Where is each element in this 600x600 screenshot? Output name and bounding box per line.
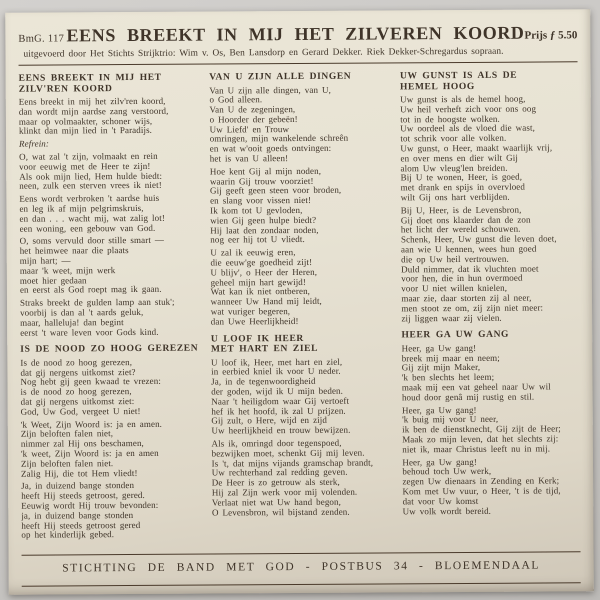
song-title-heading	[19, 73, 197, 95]
song-section	[400, 70, 579, 323]
stanza	[20, 236, 198, 296]
lyric-line: die eeuw'ge goedheid zijt!	[210, 256, 313, 268]
lyric-line: in eerbied kniel ik voor U neder.	[211, 366, 341, 377]
lyric-line: voorbij is dan al 't aards geluk,	[20, 306, 144, 318]
lyric-line: Als ik, omringd door tegenspoed,	[211, 437, 342, 449]
stanza	[21, 419, 199, 479]
stanza	[19, 152, 197, 192]
song-section	[20, 344, 199, 541]
lyric-line: moet hier gedaan	[19, 274, 87, 286]
lyric-line: hef ik het hoofd, ik zal U prijzen.	[211, 405, 346, 417]
lyric-line: wilt Gij ons hart verblijden.	[400, 191, 510, 203]
lyric-line: Van U de zegeningen,	[209, 104, 296, 115]
lyric-line: breek mij maar en neem;	[401, 352, 500, 364]
lyric-line: Naar 't heiligdom waar Gij vertoeft	[211, 395, 350, 407]
lyric-line: dat gij nergens uitkomst ziet?	[20, 366, 136, 378]
stanza	[21, 481, 199, 541]
lyric-line: Ja, in duizend bange stonden	[21, 480, 135, 492]
stanza	[212, 438, 390, 517]
song-title-line: IS DE NOOD ZO HOOG GEREZEN	[20, 343, 199, 356]
lyric-line: Gij geeft geen steen voor broden,	[209, 185, 342, 197]
song-title-line: UW GUNST IS ALS DE	[399, 70, 518, 82]
song-title-line: HEER GA UW GANG	[401, 330, 510, 341]
lyric-line: alom Uw vleug'len breiden.	[400, 162, 508, 173]
lyric-line: Schenk, Heer, Uw gunst die leven doet,	[400, 233, 557, 245]
song-title-heading	[402, 330, 580, 342]
lyric-line: Als ook mijn lied, Hem hulde biedt:	[19, 170, 163, 182]
lyric-line: Uw volk wordt bereid.	[402, 505, 492, 516]
lyric-line: Eeuwig wordt Hij trouw bevonden:	[21, 499, 159, 511]
lyric-line: maar 'k weet, mijn werk	[19, 264, 116, 276]
lyric-line: het heimwee naar die plaats	[19, 245, 129, 256]
stanza	[210, 248, 388, 327]
lyric-line: God, Uw God, vergeet U niet!	[20, 405, 141, 417]
lyrics-column-2	[209, 71, 390, 546]
lyric-line: niet ik, maar Christus leeft nu in mij.	[402, 443, 551, 455]
lyric-line: men stoot ze om, zij zijn niet meer:	[401, 302, 544, 314]
lyric-line: klinkt dan mijn lied in 't Paradijs.	[18, 125, 153, 137]
lyric-line: 'k ben slechts het leem;	[401, 372, 495, 383]
lyric-line: der goden, wijd ik U mijn beden.	[211, 385, 344, 397]
lyric-line: maar, halleluja! dan begint	[20, 316, 124, 328]
lyric-line: en eerst als God roept mag ik gaan.	[19, 284, 162, 296]
lyric-line: voor U niet willen knielen,	[401, 282, 508, 294]
lyric-line: behoud toch Uw werk,	[402, 466, 492, 477]
lyric-line: bezwijken moet, schenkt Gij mij leven.	[211, 447, 365, 459]
lyric-line: Kom met Uw vuur, o Heer, 't is de tijd,	[402, 485, 561, 497]
guilder-sign: ƒ	[549, 29, 556, 42]
lyric-line: dat gij nergens uitkomst ziet:	[20, 396, 135, 407]
lyric-line: waarin Gij trouw voorziet!	[209, 175, 314, 187]
lyric-line: en slang voor vissen niet!	[210, 195, 312, 206]
lyric-line: Hij zal Zijn werk voor mij volenden.	[211, 486, 358, 498]
lyric-line: maar op volmaakter, schoner wijs,	[18, 115, 153, 127]
stanza	[19, 97, 197, 137]
lyric-line: Is 't, dat mijns vijands gramschap brandt,	[211, 457, 374, 469]
lyric-line: o Hoorder der gebeën!	[209, 113, 298, 125]
lyric-line: Uw heil verheft zich voor ons oog	[400, 103, 537, 115]
song-title-line: U LOOF IK HEER	[210, 333, 304, 345]
stanza	[402, 405, 580, 455]
lyric-line: en dan . . . wacht mij, wat zalig lot!	[19, 212, 165, 224]
lyric-line: en leg ik af mijn pelgrimskruis,	[19, 202, 144, 214]
lyric-line: O, soms vervuld door stille smart —	[19, 235, 164, 247]
song-title-heading	[211, 333, 389, 355]
lyric-line: en wat w'ooit goeds ontvingen:	[209, 143, 332, 154]
lyric-line: U loof ik, Heer, met hart en ziel,	[211, 356, 343, 368]
stanza	[20, 357, 198, 417]
lyric-line: Maak zo mijn leven, dat het slechts zij:	[402, 433, 559, 445]
lyric-line: Bij U te wonen, Heer, is goed,	[400, 172, 523, 183]
lyric-line: Uw rechterhand zal redding geven.	[211, 467, 348, 478]
song-title-line: EENS BREEKT IN MIJ HET	[18, 72, 162, 84]
lyric-line: dat voor Uw komst	[402, 495, 479, 507]
lyric-line: wat vuriger begeren,	[210, 306, 291, 317]
lyric-line: geheel mijn hart gewijd!	[210, 276, 306, 288]
lyric-line: Verlaat niet wat Uw hand begon,	[211, 496, 341, 508]
lyric-line: 'k buig mij voor U neer,	[402, 414, 499, 425]
price-label	[524, 29, 577, 41]
lyric-line: O Levensbron, wil bijstand zenden.	[211, 506, 350, 518]
refrain-label	[19, 139, 197, 150]
lyric-line: Duld nimmer, dat ik vluchten moet	[401, 263, 539, 274]
lyrics-column-1	[19, 73, 200, 548]
lyric-line: 'k weet, Zijn Woord is: ja en amen	[20, 447, 159, 459]
lyric-line: Wat kan ik niet ontberen,	[210, 286, 311, 297]
lyric-line: Uw oordeel als de vloed die wast,	[400, 122, 535, 134]
lyric-line: nimmer zal Hij ons beschamen,	[20, 438, 144, 449]
lyric-line: het is van U alleen!	[209, 153, 289, 164]
lyric-line: Heer, ga Uw gang!	[402, 456, 477, 467]
lyric-line: neen, zulk een sterven vrees ik niet!	[19, 180, 162, 192]
lyric-line: en over mens en dier wilt Gij	[400, 152, 518, 164]
lyric-line: Uw Liefd' en Trouw	[209, 123, 290, 135]
stanza	[401, 205, 579, 324]
lyric-line: tot schrik voor alle volken.	[400, 132, 507, 144]
stanza	[402, 457, 580, 517]
price-amount: 5.50	[558, 29, 578, 42]
lyric-line: maak mij een vat geheel naar Uw wil	[401, 381, 551, 393]
lyric-line: Gij zult, o Here, wijd en zijd	[211, 415, 328, 426]
price-word: Prijs	[524, 29, 548, 42]
lyric-line: mijn hart; —	[19, 255, 71, 266]
lyric-line: met drank en spijs in overvloed	[400, 181, 526, 193]
song-title-line: ZILV'REN KOORD	[18, 83, 113, 95]
lyric-line: Ik kom tot U gevloden,	[210, 205, 303, 216]
lyric-line: aan wie U kennen, wees hun goed	[400, 243, 537, 255]
stanza	[209, 85, 387, 164]
lyric-line: heeft Hij steeds getroost, gered.	[21, 490, 145, 501]
lyric-line: Ja, in de tegenwoordigheid	[211, 376, 316, 387]
lyric-line: het licht der wereld schouwen.	[400, 224, 521, 235]
lyric-line: Refrein:	[18, 138, 50, 149]
lyric-line: Zijn beloften falen niet,	[20, 428, 114, 440]
lyric-line: zij liggen waar zij vielen.	[401, 312, 502, 323]
lyric-line: eerst 't ware leven voor Gods kind.	[20, 326, 159, 338]
lyric-line: Zalig Hij, die tot Hem vliedt!	[21, 467, 138, 479]
lyric-line: Gij zijt mijn Maker,	[401, 362, 481, 373]
song-title-heading	[20, 344, 198, 356]
stanza	[20, 298, 198, 338]
lyric-line: o God alleen.	[209, 94, 263, 105]
footer	[22, 546, 581, 586]
lyrics-columns	[19, 62, 581, 547]
stanza	[402, 343, 580, 403]
stanza	[19, 194, 197, 234]
catalog-number: BmG. 117	[18, 33, 65, 45]
lyric-line: Uw heerlijkheid en trouw bewijzen.	[211, 424, 351, 436]
stanza	[210, 166, 388, 245]
lyric-line: De Heer is zo getrouw als sterk,	[211, 476, 340, 488]
lyric-line: Bij U, Heer, is de Levensbron,	[400, 204, 522, 216]
lyric-line: ik ben de dienstknecht, Gij zijt de Heer;	[402, 423, 561, 435]
song-section	[209, 71, 388, 327]
lyric-line: voor eeuwig met de Heer te zijn!	[19, 160, 151, 172]
lyric-line: Uw gunst is als de hemel hoog,	[400, 93, 526, 105]
song-section	[19, 73, 198, 338]
lyrics-column-3	[400, 70, 581, 545]
lyric-line: Heer, ga Uw gang!	[401, 342, 477, 354]
song-title-line: MET HART EN ZIEL	[210, 344, 319, 355]
lyric-line: ja, in duizend bange stonden	[21, 509, 134, 521]
lyric-line: een woning, een gebouw van God.	[19, 222, 156, 234]
song-title-line: HEMEL HOOG	[400, 81, 475, 92]
lyric-line: O, wat zal 't zijn, volmaakt en rein	[19, 150, 158, 162]
lyric-line: zegen Uw dienaars in Zending en Kerk;	[402, 475, 560, 487]
lyric-line: op het kinderlijk gebed.	[21, 529, 115, 541]
album-title: EENS BREEKT IN MIJ HET ZILVEREN KOORD	[66, 22, 525, 46]
performer-credits: uitgevoerd door Het Stichts Strijktrio: Wim v. Os, Ben Lansdorp en Gerard Dekker. Riek Dekker-Schregardus sopraan.	[23, 46, 504, 60]
song-section	[211, 333, 390, 518]
lyric-line: houd door genâ mij rustig en stil.	[401, 391, 535, 403]
lyric-line: Nog hebt gij geen kwaad te vrezen:	[20, 376, 161, 388]
lyric-line: dan Uwe Heerlijkheid!	[210, 315, 299, 327]
lyric-line: tot in de hoogste wolken.	[400, 113, 500, 124]
lyric-line: die op Uw heil vertrouwen.	[401, 253, 509, 265]
lyric-line: omringen, mijn wankelende schreên	[209, 133, 349, 145]
lyric-line: Gij doet ons klaarder dan de zon	[400, 214, 531, 225]
lyric-line: Straks breekt de gulden lamp aan stuk';	[19, 296, 175, 308]
lyric-line: maar zie, daar storten zij al neer,	[401, 292, 532, 304]
lyric-line: Hij laat den zondaar noden,	[210, 224, 319, 236]
lyric-line: Is de nood zo hoog gerezen,	[20, 356, 133, 368]
header	[18, 22, 577, 46]
stanza	[211, 357, 389, 436]
lyric-line: U zal ik eeuwig eren,	[210, 247, 296, 258]
lyric-line: wien Gij geen hulpe biedt?	[210, 214, 317, 226]
song-title-heading	[209, 71, 387, 83]
lyric-line: is de nood zo hoog gerezen,	[20, 386, 132, 397]
lyric-line: Heer, ga Uw gang!	[401, 404, 477, 415]
song-title-heading	[400, 70, 578, 92]
lyric-line: Eens breekt in mij het zilv'ren koord,	[18, 95, 166, 107]
lyric-line: wanneer Uw Hand mij leidt,	[210, 296, 322, 307]
lyric-line: Hoe kent Gij al mijn noden,	[209, 165, 322, 177]
lyric-line: U blijv', o Heer der Heren,	[210, 266, 318, 278]
lyric-line: Zijn beloften falen niet.	[20, 457, 114, 469]
song-title-line: VAN U ZIJN ALLE DINGEN	[209, 71, 352, 83]
footer-bottom-rule	[22, 582, 581, 586]
lyric-line: heeft Hij steeds getroost gered	[21, 519, 141, 531]
record-sleeve-back	[5, 9, 594, 595]
lyric-line: dan wordt mijn aardse zang verstoord,	[18, 105, 169, 117]
lyric-line: 'k Weet, Zijn Woord is: ja en amen.	[20, 418, 163, 430]
lyric-line: Uw gunst, o Heer, maakt waarlijk vrij,	[400, 142, 553, 154]
publisher-line: STICHTING DE BAND MET GOD - POSTBUS 34 - BLOEMENDAAL	[62, 559, 541, 575]
lyric-line: Van U zijn alle dingen, van U,	[209, 84, 331, 96]
lyric-line: nog eer hij tot U vliedt.	[210, 234, 305, 245]
lyric-line: Eens wordt verbroken 't aardse huis	[19, 193, 160, 204]
song-section	[402, 330, 581, 517]
lyric-line: voor hen, die in hun overmoed	[401, 272, 523, 284]
stanza	[400, 94, 578, 203]
